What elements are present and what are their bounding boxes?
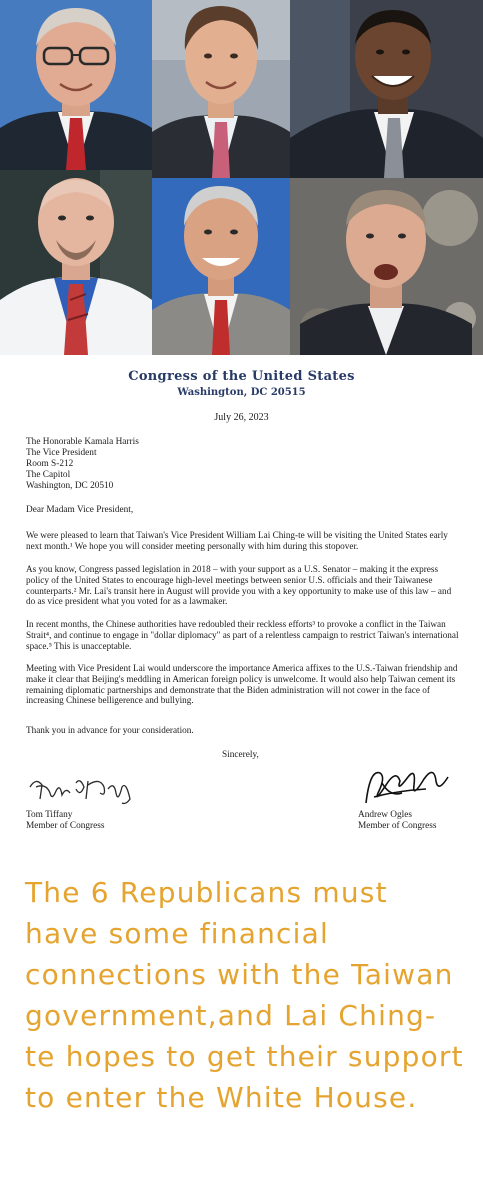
photo-man-smiling-dark-suit (290, 0, 483, 178)
signer-ogles (358, 810, 437, 832)
paragraph-2: As you know, Congress passed legislation in 2018 – with your support as a U.S. Senator – making it the express policy of the United States to encourage high-level meetings between senior U.S. officials and their Taiwanese counterparts.² Mr. Lai's transit here in August will provide you with a key opportunity to make use of this law – and do as vice president what you voted for as a lawmaker. (26, 564, 452, 607)
paragraph-4: Meeting with Vice President Lai would underscore the importance America affixes to the U.S.-Taiwan friendship and make it clear that Beijing's meddling in American foreign policy is unwelcome. It would also help Taiwan cement its remaining diplomatic partnerships and demonstrate that the Biden administration will not cower in the face of increasing Chinese belligerence and bullying. (26, 663, 458, 706)
address-line: Washington, DC 20510 (26, 481, 114, 491)
signer-title: Member of Congress (358, 821, 437, 831)
caption-text: The 6 Republicans must have some financial connections with the Taiwan government,and Lai Ching-te hopes to get their support to enter the White House. (25, 876, 464, 1114)
congress-letter (0, 355, 483, 852)
paragraph-5: Thank you in advance for your consideration. (26, 725, 194, 735)
letterhead-title: Congress of the United States (128, 369, 355, 384)
salutation: Dear Madam Vice President, (26, 505, 134, 515)
signer-name: Andrew Ogles (358, 810, 412, 820)
recipient-address (26, 437, 139, 492)
letter-date: July 26, 2023 (214, 412, 269, 423)
photo-man-white-coat (0, 170, 152, 355)
address-line: The Vice President (26, 448, 97, 458)
signature-ogles (356, 763, 456, 811)
signer-name: Tom Tiffany (26, 810, 73, 820)
photo-man-speaking (290, 178, 483, 355)
photo-man-gray-hair (152, 178, 290, 355)
signature-tiffany (26, 773, 136, 807)
signer-title: Member of Congress (26, 821, 105, 831)
closing: Sincerely, (222, 750, 259, 760)
address-line: The Capitol (26, 470, 71, 480)
paragraph-3: In recent months, the Chinese authorities have redoubled their reckless efforts³ to provoke a conflict in the Taiwan Strait⁴, and continue to engage in "dollar diplomacy" as part of a relentless campaign to restrict Taiwan's international space.⁵ This is unacceptable. (26, 619, 459, 651)
address-line: Room S-212 (26, 459, 74, 469)
address-line: The Honorable Kamala Harris (26, 437, 139, 447)
signer-tiffany (26, 810, 105, 832)
photo-man-glasses-red-tie (0, 0, 152, 170)
photo-man-pink-tie (152, 0, 290, 178)
photo-collage (0, 0, 483, 355)
paragraph-1: We were pleased to learn that Taiwan's Vice President William Lai Ching-te will be visiting the United States early next month.¹ We hope you will consider meeting personally with him during this stopover. (26, 530, 448, 551)
letterhead-address: Washington, DC 20515 (177, 387, 306, 398)
